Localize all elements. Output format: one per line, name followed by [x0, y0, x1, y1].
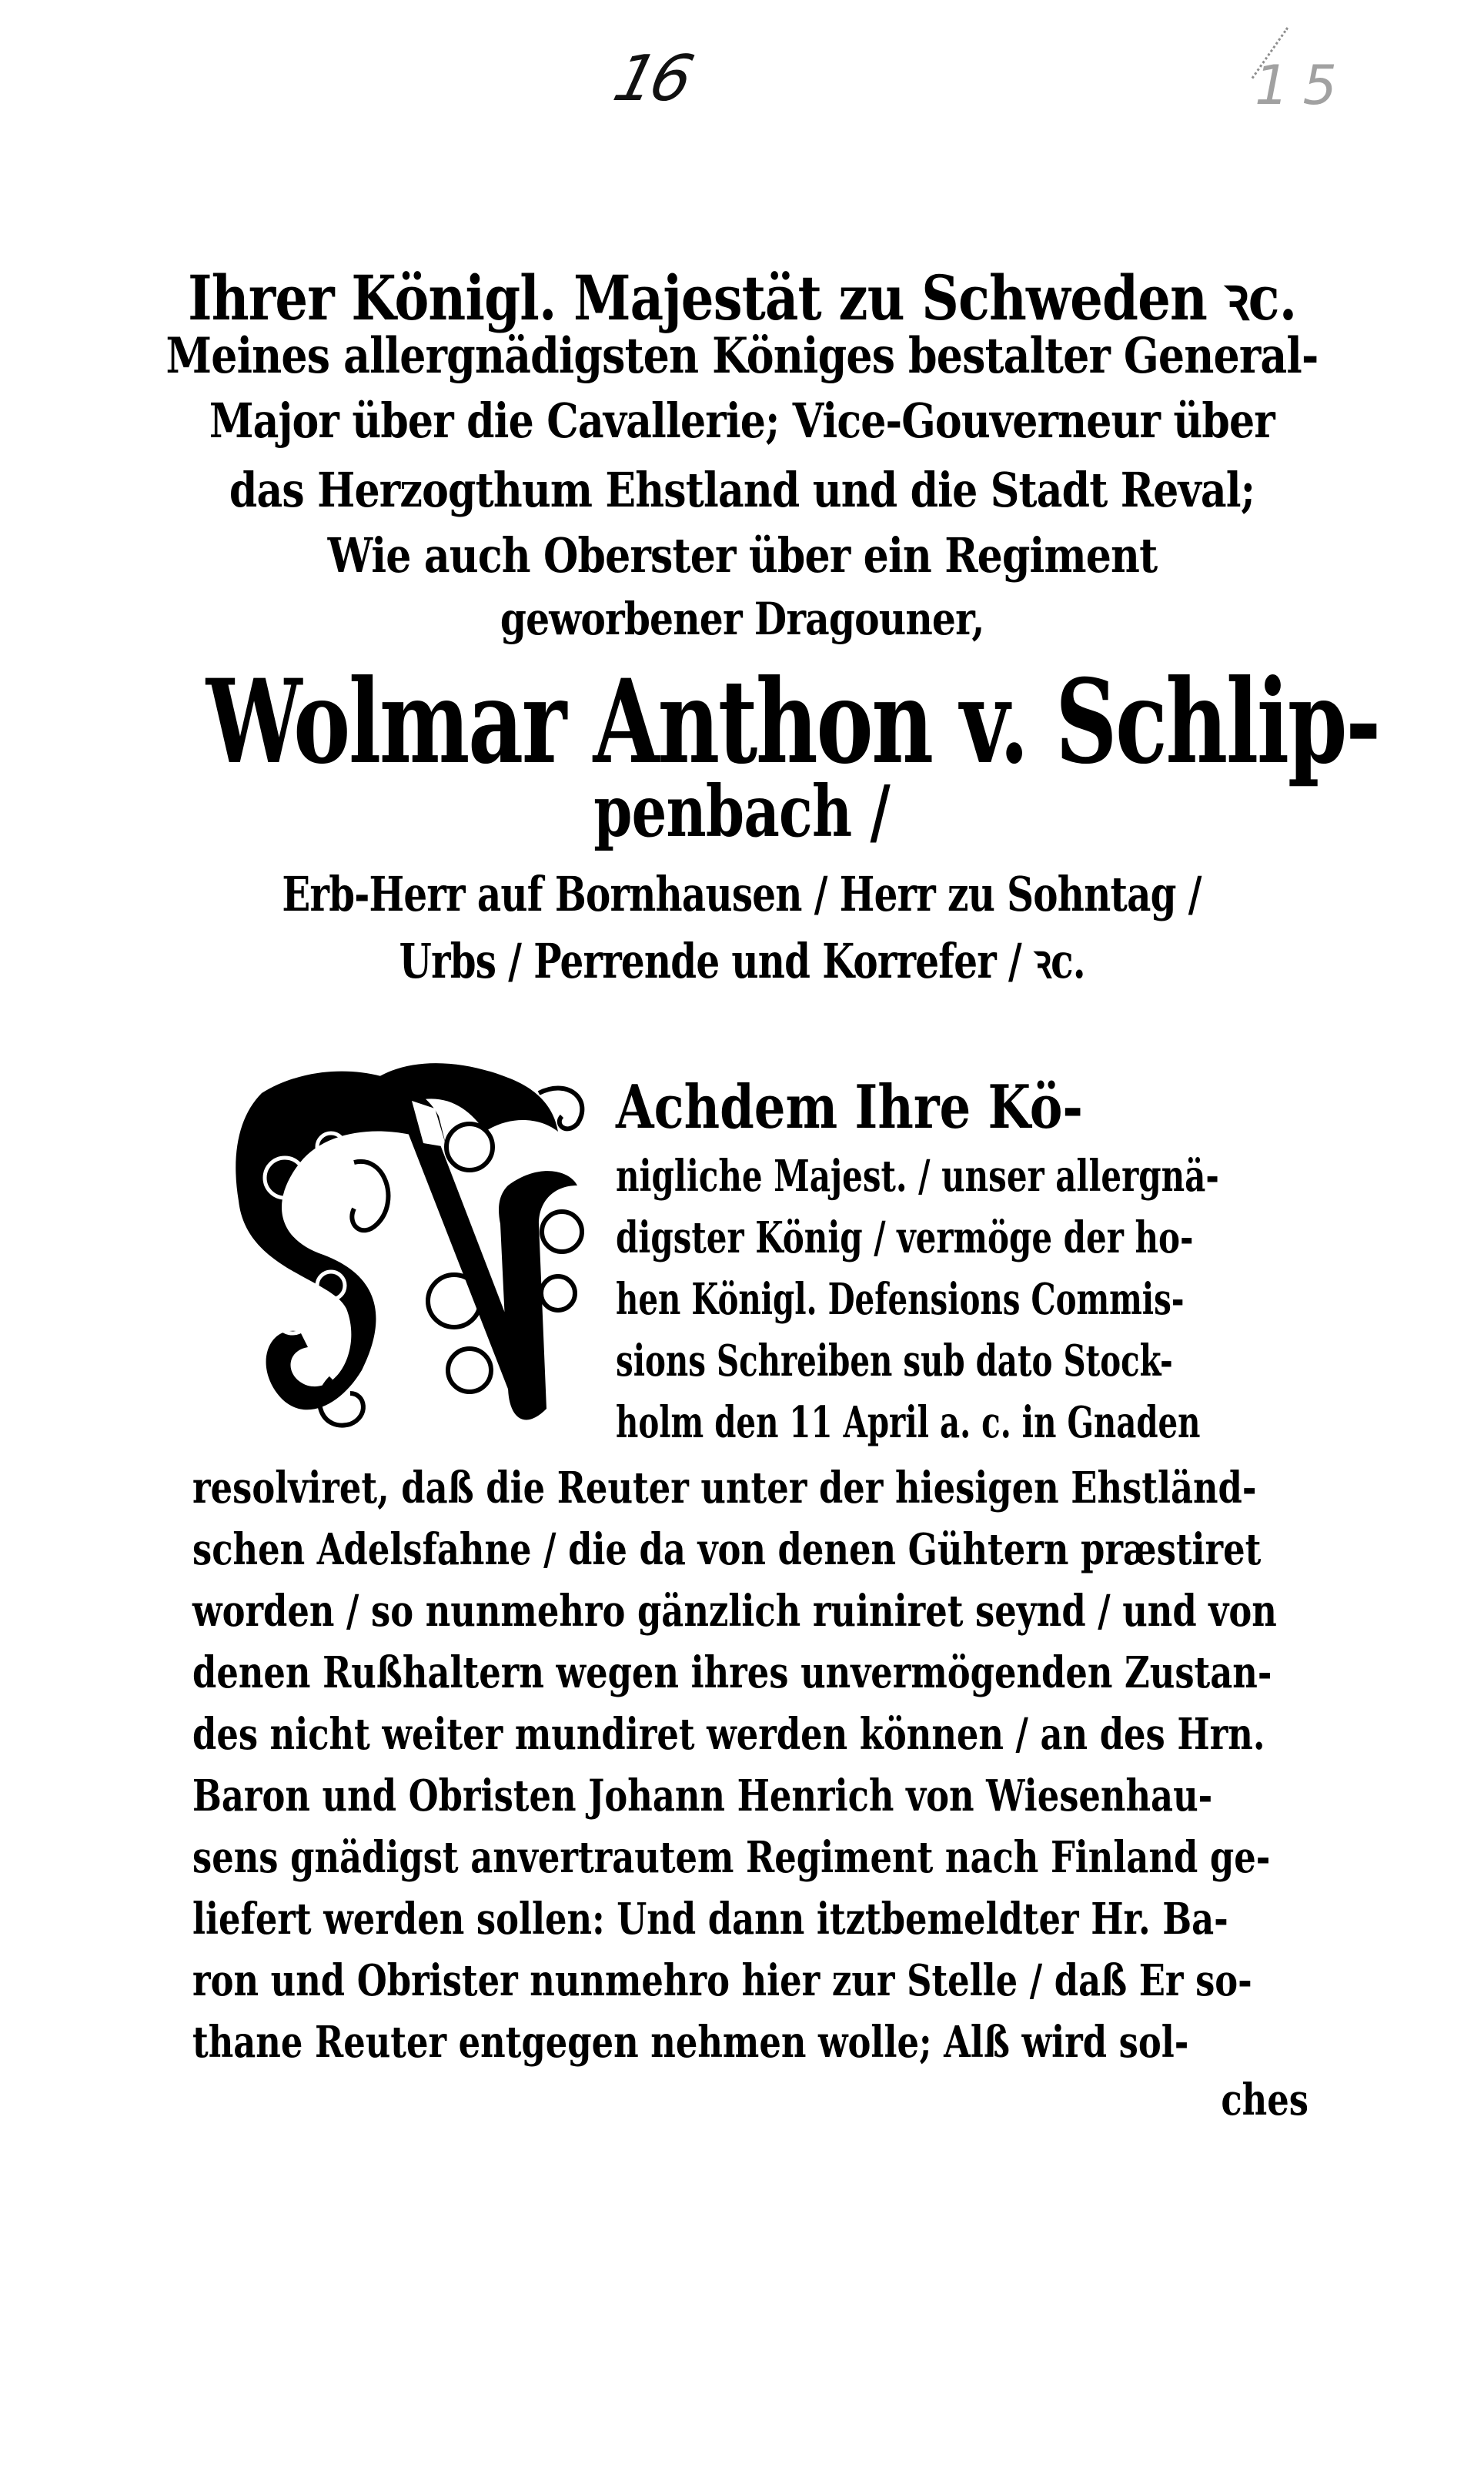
title-line-1: Ihrer Königl. Majestät zu Schweden ꝛc.: [187, 262, 1297, 334]
body-line: des nicht weiter mundiret werden können / an des Hrn.: [192, 1709, 1265, 1760]
body-indented-line: sions Schreiben sub dato Stock-: [616, 1336, 1173, 1386]
title-line-4: das Herzogthum Ehstland und die Stadt Reval;: [229, 462, 1255, 518]
body-first-line: Achdem Ihre Kö-: [616, 1072, 1083, 1142]
catchword: ches: [1221, 2075, 1309, 2125]
person-name-line-2: penbach /: [593, 770, 891, 853]
ornamental-initial-n-icon: [216, 1047, 623, 1447]
handwritten-page-number-left: 16: [607, 42, 697, 115]
title-line-6: geworbener Dragouner,: [500, 593, 984, 645]
body-line: denen Rußhaltern wegen ihres unvermögenden Zustan-: [192, 1647, 1272, 1698]
body-indented-line: digster König / vermöge der ho-: [616, 1212, 1194, 1263]
person-name-line-1: Wolmar Anthon v. Schlip-: [206, 654, 1380, 790]
subtitle-line-1: Erb-Herr auf Bornhausen / Herr zu Sohntag /: [282, 866, 1202, 922]
body-line: thane Reuter entgegen nehmen wolle; Alß wird sol-: [192, 2017, 1189, 2068]
body-indented-line: hen Königl. Defensions Commis-: [616, 1274, 1185, 1325]
title-line-2: Meines allergnädigsten Königes bestalter General-: [165, 327, 1319, 385]
title-line-5: Wie auch Oberster über ein Regiment: [327, 527, 1157, 584]
body-line: resolviret, daß die Reuter unter der hiesigen Ehstländ-: [192, 1463, 1257, 1513]
handwritten-page-number-right: 15: [1255, 54, 1352, 117]
body-line: schen Adelsfahne / die da von denen Gühtern præstiret: [192, 1524, 1262, 1575]
subtitle-line-2: Urbs / Perrende und Korrefer / ꝛc.: [399, 933, 1085, 989]
body-line: worden / so nunmehro gänzlich ruiniret seynd / und von: [192, 1586, 1277, 1637]
body-indented-line: nigliche Majest. / unser allergnä-: [616, 1151, 1219, 1202]
body-line: liefert werden sollen: Und dann itztbemeldter Hr. Ba-: [192, 1894, 1228, 1945]
body-line: sens gnädigst anvertrautem Regiment nach Finland ge-: [192, 1832, 1271, 1883]
body-indented-line: holm den 11 April a. c. in Gnaden: [616, 1397, 1201, 1448]
body-line: Baron und Obristen Johann Henrich von Wiesenhau-: [192, 1771, 1213, 1821]
body-line: ron und Obrister nunmehro hier zur Stelle / daß Er so-: [192, 1955, 1252, 2006]
title-line-3: Major über die Cavallerie; Vice-Gouverneur über: [209, 393, 1275, 449]
